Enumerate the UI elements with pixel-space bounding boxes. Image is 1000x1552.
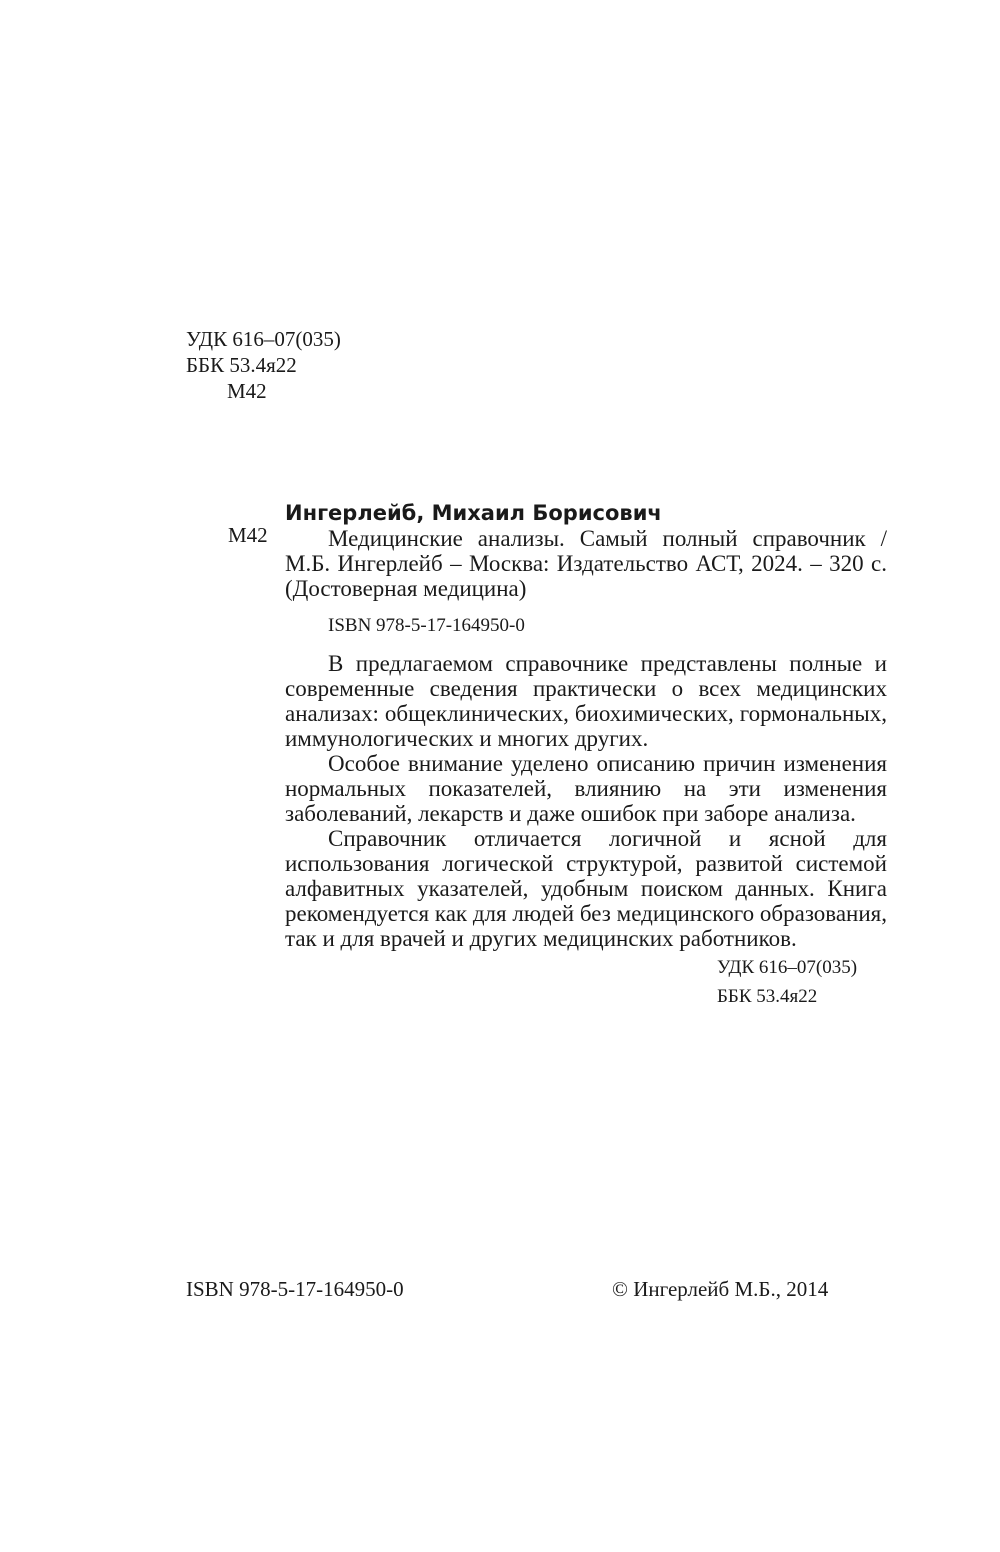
author-heading: Ингерлейб, Михаил Борисович (285, 501, 662, 525)
classification-codes-top (186, 326, 341, 404)
classification-codes-card (285, 953, 887, 1011)
udk-code: УДК 616–07(035) (186, 327, 341, 351)
bbk-code: ББК 53.4я22 (186, 353, 297, 377)
author-sign: М42 (227, 379, 267, 403)
annotation (285, 651, 887, 951)
bibliographic-description: Медицинские анализы. Самый полный справочник / М.Б. Ингерлейб – Москва: Издательство АСТ, 2024. – 320 с. (Достоверная медицина) (285, 526, 887, 601)
annotation-paragraph: Справочник отличается логичной и ясной для использования логической структурой, развитой системой алфавитных указателей, удобным поиском данных. Книга рекомендуется как для людей без медицинского образования, так и для врачей и других медицинских работников. (285, 826, 887, 951)
annotation-paragraph: В предлагаемом справочнике представлены полные и современные сведения практически о всех медицинских анализах: общеклинических, биохимических, гормональных, иммунологических и многих других. (285, 651, 887, 751)
catalog-card (285, 500, 887, 1011)
copyright-notice: © Ингерлейб М.Б., 2014 (612, 1277, 829, 1301)
footer-isbn: ISBN 978-5-17-164950-0 (186, 1277, 404, 1301)
card-bbk-code: ББК 53.4я22 (717, 986, 818, 1007)
card-author-sign: М42 (228, 523, 268, 547)
card-udk-code: УДК 616–07(035) (717, 957, 858, 978)
annotation-paragraph: Особое внимание уделено описанию причин изменения нормальных показателей, влиянию на эти изменения заболеваний, лекарств и даже ошибок при заборе анализа. (285, 751, 887, 826)
card-isbn: ISBN 978-5-17-164950-0 (328, 615, 525, 636)
